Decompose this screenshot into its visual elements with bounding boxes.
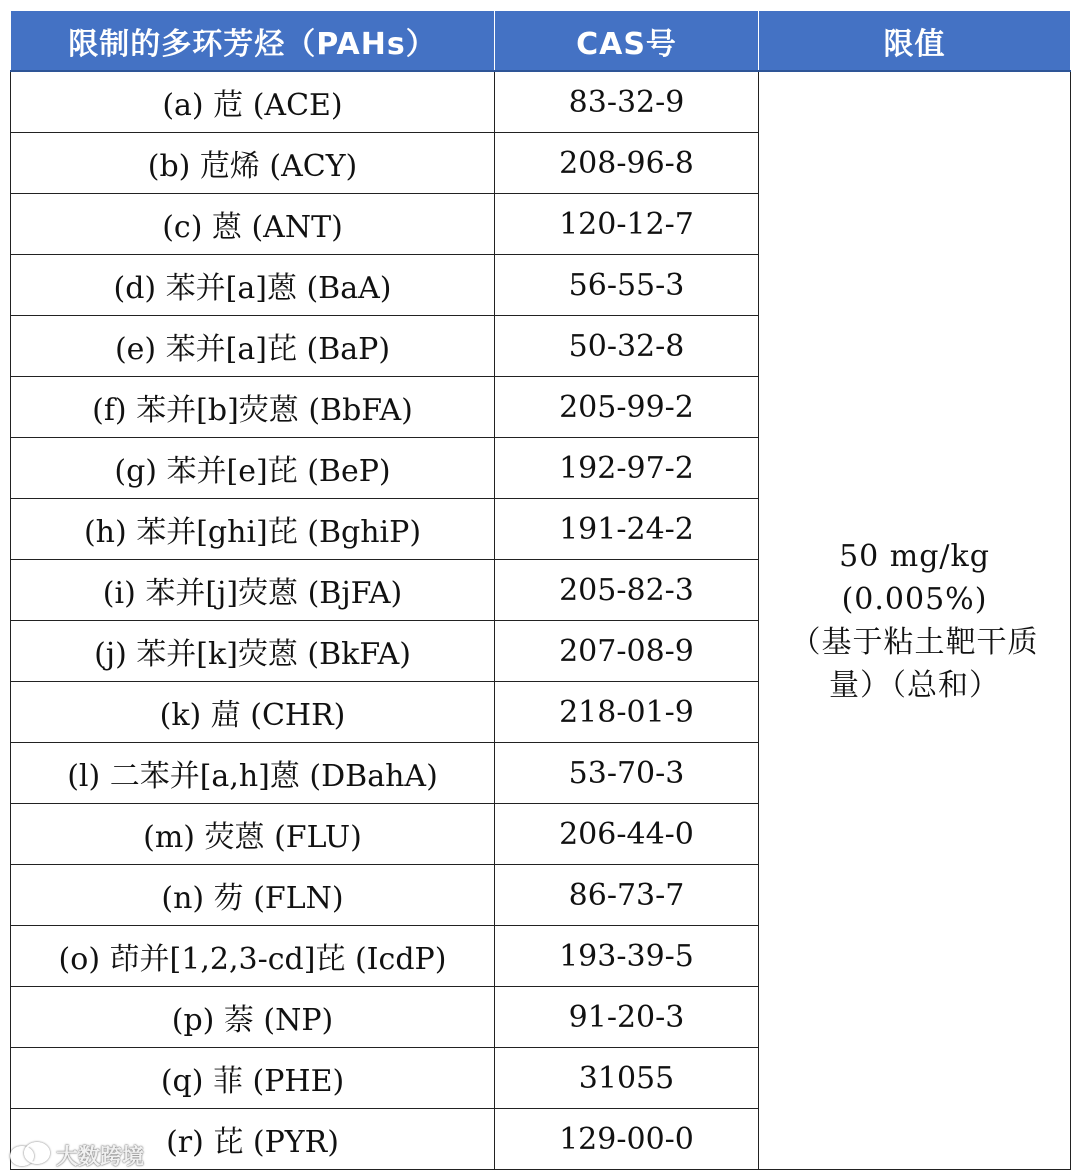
cas-number-cell: 120-12-7: [495, 194, 759, 255]
pah-name-cell: (e) 苯并[a]芘 (BaP): [11, 316, 495, 377]
pah-name-cell: (j) 苯并[k]荧蒽 (BkFA): [11, 621, 495, 682]
cas-number-cell: 56-55-3: [495, 255, 759, 316]
cas-number-cell: 207-08-9: [495, 621, 759, 682]
pah-limits-table: [10, 10, 1071, 1170]
cas-number-cell: 129-00-0: [495, 1109, 759, 1170]
pah-name-cell: (c) 蒽 (ANT): [11, 194, 495, 255]
cas-number-cell: 206-44-0: [495, 804, 759, 865]
limit-value-line: 50 mg/kg (0.005%): [839, 538, 990, 617]
pah-name-cell: (f) 苯并[b]荧蒽 (BbFA): [11, 377, 495, 438]
cas-number-cell: 86-73-7: [495, 865, 759, 926]
cas-number-cell: 208-96-8: [495, 133, 759, 194]
cas-number-cell: 193-39-5: [495, 926, 759, 987]
cas-number-cell: 218-01-9: [495, 682, 759, 743]
pah-name-cell: (l) 二苯并[a,h]蒽 (DBahA): [11, 743, 495, 804]
limit-total-line: 量）（总和）: [829, 667, 1000, 703]
pah-name-cell: (i) 苯并[j]荧蒽 (BjFA): [11, 560, 495, 621]
cas-number-cell: 192-97-2: [495, 438, 759, 499]
header-pahs: 限制的多环芳烃（PAHs）: [11, 11, 495, 72]
cas-number-cell: 191-24-2: [495, 499, 759, 560]
pah-name-cell: (h) 苯并[ghi]芘 (BghiP): [11, 499, 495, 560]
limit-value-cell: [759, 71, 1071, 1170]
table-row: [11, 71, 1071, 133]
chat-bubbles-icon: [10, 1142, 50, 1168]
cas-number-cell: 205-99-2: [495, 377, 759, 438]
pah-name-cell: (k) 䓛 (CHR): [11, 682, 495, 743]
pah-name-cell: (r) 芘 (PYR): [11, 1109, 495, 1170]
watermark-text: 大数跨境: [56, 1144, 145, 1170]
cas-number-cell: 53-70-3: [495, 743, 759, 804]
cas-number-cell: 205-82-3: [495, 560, 759, 621]
pah-name-cell: (a) 苊 (ACE): [11, 71, 495, 133]
pah-name-cell: (d) 苯并[a]蒽 (BaA): [11, 255, 495, 316]
cas-number-cell: 31055: [495, 1048, 759, 1109]
cas-number-cell: 50-32-8: [495, 316, 759, 377]
header-limit: 限值: [759, 11, 1071, 72]
pah-name-cell: (q) 菲 (PHE): [11, 1048, 495, 1109]
pah-name-cell: (m) 荧蒽 (FLU): [11, 804, 495, 865]
limit-basis-line: （基于粘土靶干质: [790, 624, 1039, 660]
cas-number-cell: 91-20-3: [495, 987, 759, 1048]
pah-name-cell: (p) 萘 (NP): [11, 987, 495, 1048]
pah-name-cell: (n) 芴 (FLN): [11, 865, 495, 926]
watermark: [10, 1140, 144, 1170]
pah-name-cell: (g) 苯并[e]芘 (BeP): [11, 438, 495, 499]
pah-name-cell: (b) 苊烯 (ACY): [11, 133, 495, 194]
header-cas: CAS号: [495, 11, 759, 72]
header-row: [11, 11, 1071, 72]
cas-number-cell: 83-32-9: [495, 71, 759, 133]
pah-name-cell: (o) 茚并[1,2,3-cd]芘 (IcdP): [11, 926, 495, 987]
